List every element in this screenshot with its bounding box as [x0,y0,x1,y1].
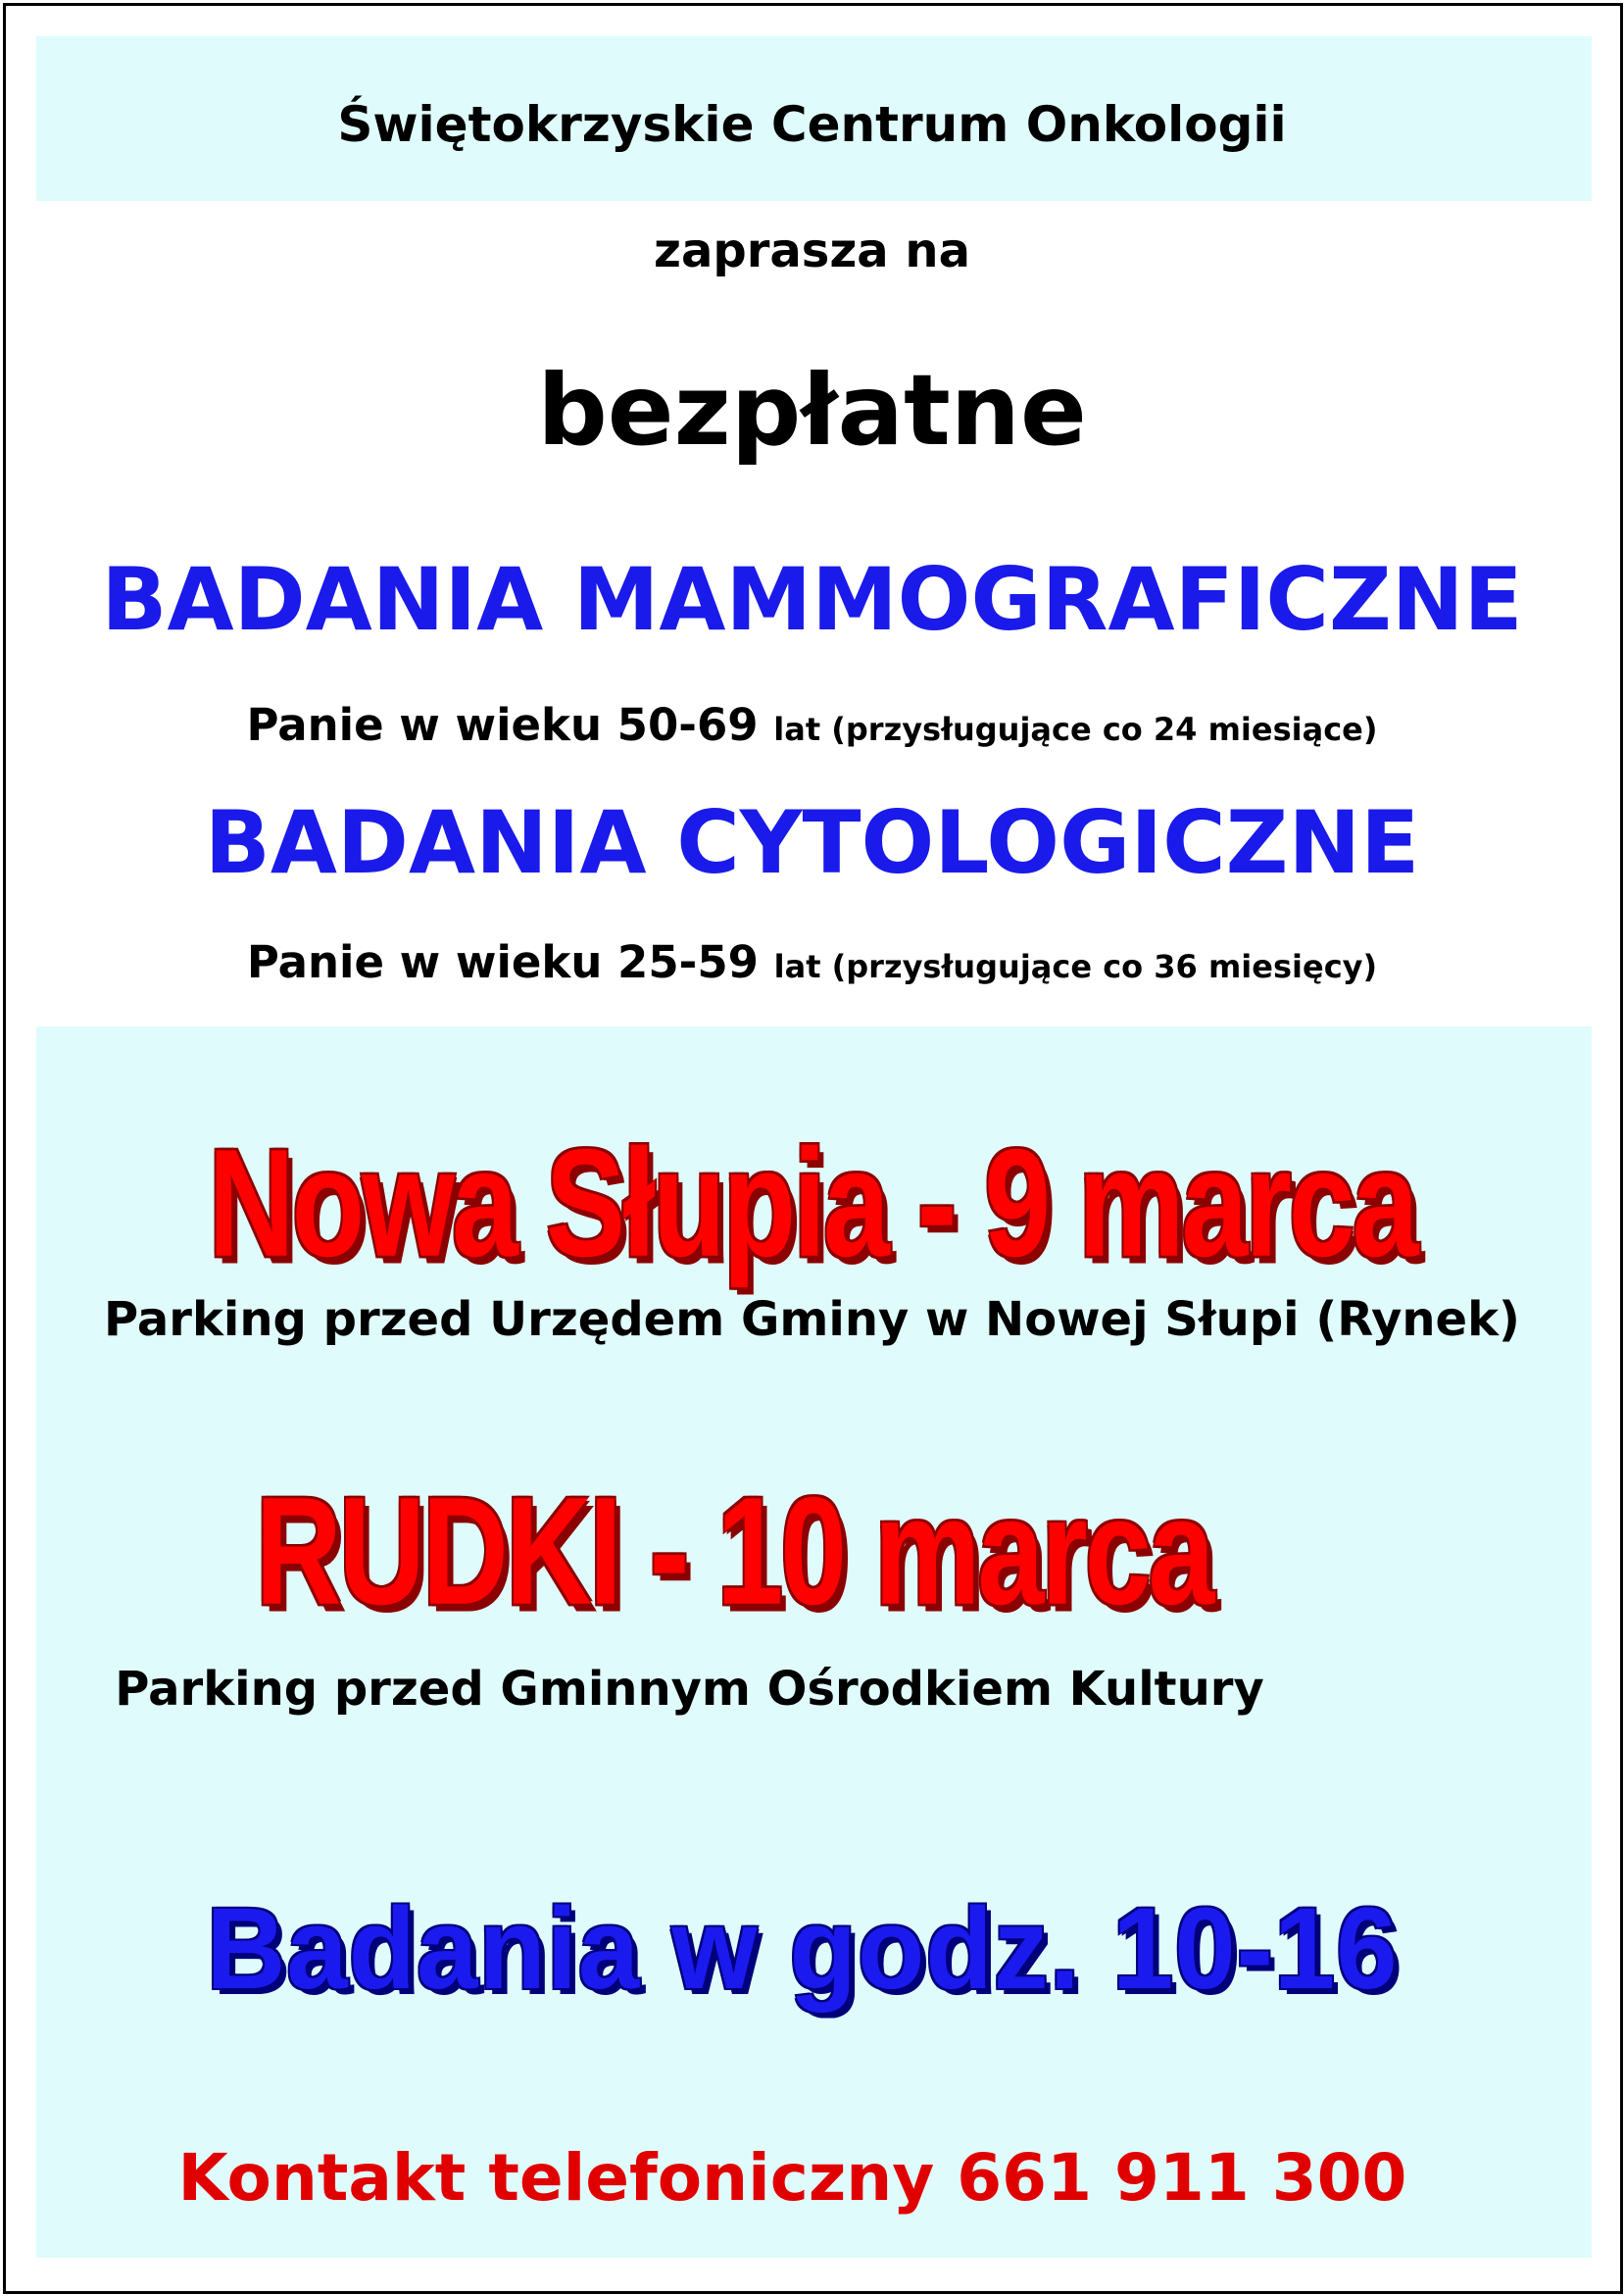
cytology-age-main: Panie w wieku 25-59 [246,936,759,988]
invite-text: zaprasza na [654,224,970,278]
location-place-rudki: Parking przed Gminnym Ośrodkiem Kultury [115,1662,1264,1717]
mammography-age-main: Panie w wieku 50-69 [246,699,759,751]
cytology-title: BADANIA CYTOLOGICZNE [204,792,1420,893]
mammography-title: BADANIA MAMMOGRAFICZNE [101,549,1523,650]
location-title-nowa-slupia: Nowa Słupia - 9 marca [208,1117,1416,1289]
free-text: bezpłatne [537,353,1087,468]
mammography-age [0,699,1624,751]
contact-phone: Kontakt telefoniczny 661 911 300 [177,2140,1407,2216]
mammography-age-note: lat (przysługujące co 24 miesiące) [773,711,1378,748]
location-title-rudki: RUDKI - 10 marca [255,1465,1212,1637]
organizer-name: Świętokrzyskie Centrum Onkologii [337,96,1287,153]
cytology-age-note: lat (przysługujące co 36 miesięcy) [773,948,1378,985]
location-place-nowa-slupia: Parking przed Urzędem Gminy w Nowej Słupi (Rynek) [104,1292,1520,1347]
exam-hours: Badania w godz. 10-16 [206,1883,1399,2014]
cytology-age [0,936,1624,988]
